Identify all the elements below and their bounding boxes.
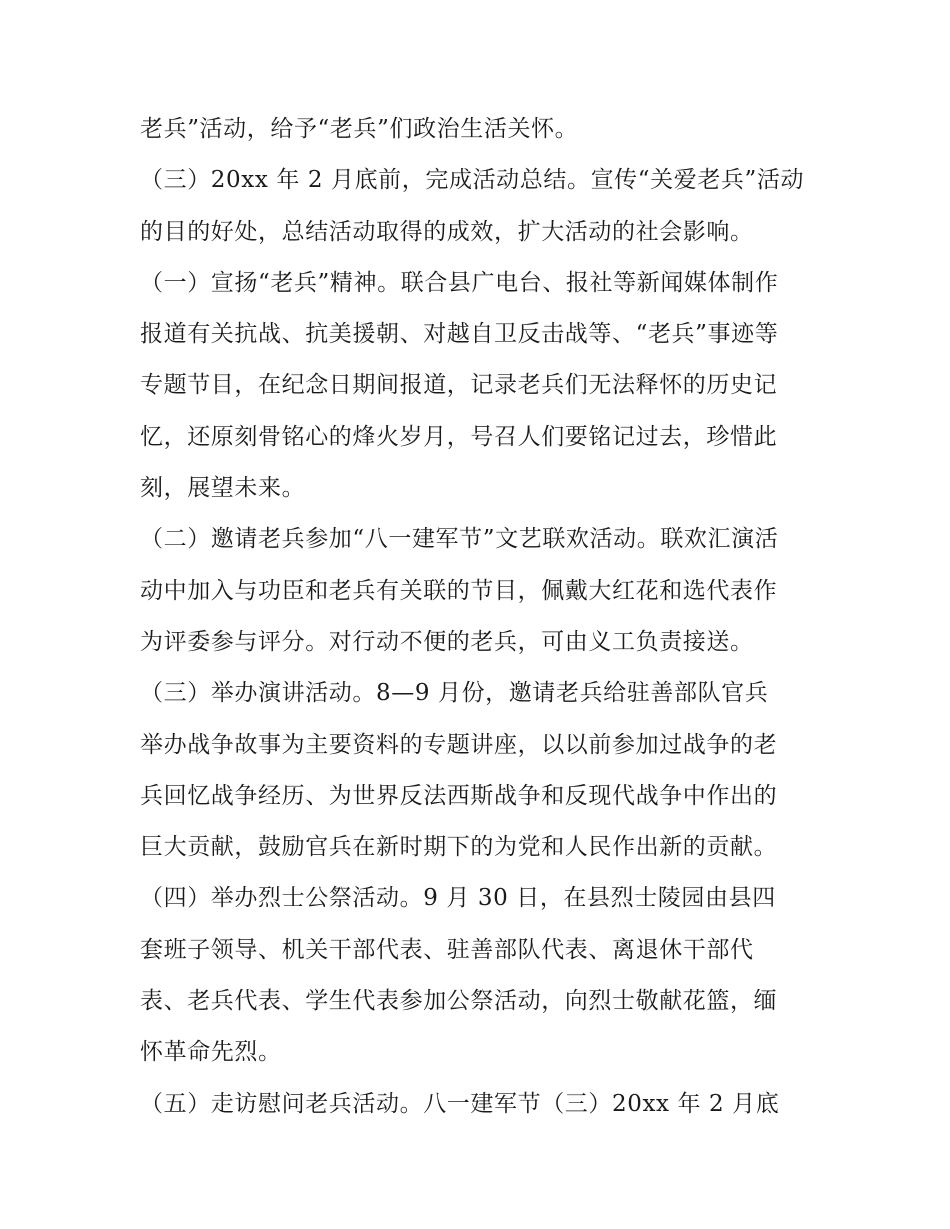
- text-line: 报道有关抗战、抗美援朝、对越自卫反击战等、“老兵”事迹等: [140, 321, 779, 348]
- text-line: 巨大贡献，鼓励官兵在新时期下的为党和人民作出新的贡献。: [140, 834, 778, 861]
- text-line: 套班子领导、机关干部代表、驻善部队代表、离退休干部代: [140, 936, 754, 963]
- text-line: （四）举办烈士公祭活动。9 月 30 日，在县烈士陵园由县四: [140, 885, 776, 912]
- text-line: 兵回忆战争经历、为世界反法西斯战争和反现代战争中作出的: [140, 782, 778, 809]
- text-line: （五）走访慰问老兵活动。八一建军节（三）20xx 年 2 月底: [140, 1090, 780, 1117]
- text-line: 刻，展望未来。: [140, 475, 306, 502]
- text-line: 动中加入与功臣和老兵有关联的节目，佩戴大红花和选代表作: [140, 577, 778, 604]
- text-line: 为评委参与评分。对行动不便的老兵，可由义工负责接送。: [140, 628, 754, 655]
- text-line: （三）举办演讲活动。8—9 月份，邀请老兵给驻善部队官兵: [140, 680, 769, 707]
- text-line: （一）宣扬“老兵”精神。联合县广电台、报社等新闻媒体制作: [140, 269, 779, 296]
- document-body: [140, 104, 820, 1130]
- text-line: 专题节目，在纪念日期间报道，记录老兵们无法释怀的历史记: [140, 372, 778, 399]
- text-line: 老兵”活动，给予“老兵”们政治生活关怀。: [140, 116, 579, 142]
- text-line: 表、老兵代表、学生代表参加公祭活动，向烈士敬献花篮，缅: [140, 988, 778, 1015]
- text-line: 忆，还原刻骨铭心的烽火岁月，号召人们要铭记过去，珍惜此: [140, 423, 778, 450]
- text-line: （二）邀请老兵参加“八一建军节”文艺联欢活动。联欢汇演活: [140, 526, 779, 553]
- text-line: 举办战争故事为主要资料的专题讲座，以以前参加过战争的老: [140, 731, 778, 758]
- text-line: 怀革命先烈。: [140, 1039, 282, 1066]
- text-line: （三）20xx 年 2 月底前，完成活动总结。宣传“关爱老兵”活动: [140, 167, 805, 194]
- text-line: 的目的好处，总结活动取得的成效，扩大活动的社会影响。: [140, 218, 754, 245]
